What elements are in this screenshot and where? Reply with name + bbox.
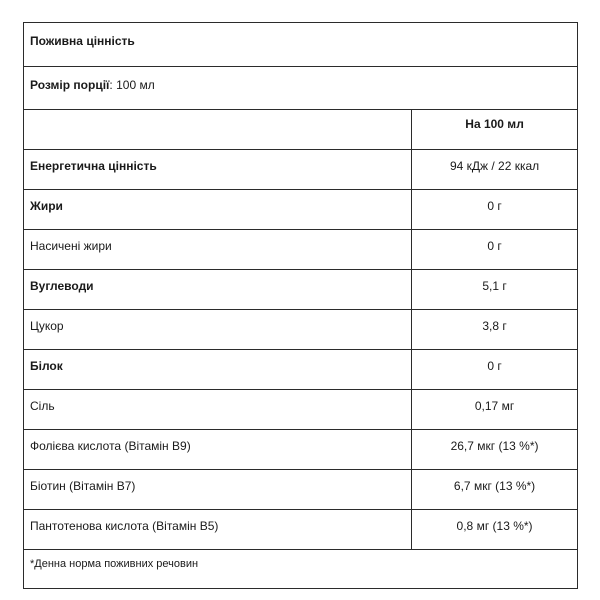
nutrient-value: 0 г (412, 230, 578, 270)
nutrition-facts-table (23, 22, 578, 589)
nutrient-value: 3,8 г (412, 310, 578, 350)
nutrient-rows (24, 150, 578, 550)
nutrient-value: 0 г (412, 350, 578, 390)
nutrient-value: 6,7 мкг (13 %*) (412, 470, 578, 510)
nutrient-row (24, 470, 578, 510)
serving-size-row (24, 67, 578, 110)
nutrient-value: 0,17 мг (412, 390, 578, 430)
header-empty-cell (24, 110, 412, 150)
nutrient-name: Жири (24, 190, 412, 230)
column-header-row (24, 110, 578, 150)
nutrient-value: 5,1 г (412, 270, 578, 310)
serving-size-label: Розмір порції (30, 78, 110, 92)
nutrient-name: Біотин (Вітамін В7) (24, 470, 412, 510)
nutrient-value: 0,8 мг (13 %*) (412, 510, 578, 550)
nutrient-name: Пантотенова кислота (Вітамін В5) (24, 510, 412, 550)
nutrient-row (24, 350, 578, 390)
nutrient-row (24, 310, 578, 350)
nutrient-row (24, 510, 578, 550)
serving-size-value: 100 мл (116, 78, 155, 92)
nutrient-name: Насичені жири (24, 230, 412, 270)
per-100ml-header: На 100 мл (412, 110, 578, 150)
nutrient-row (24, 230, 578, 270)
nutrient-value: 0 г (412, 190, 578, 230)
nutrient-name: Білок (24, 350, 412, 390)
nutrient-row (24, 430, 578, 470)
nutrient-name: Вуглеводи (24, 270, 412, 310)
serving-size-cell (24, 67, 578, 110)
nutrient-name: Енергетична цінність (24, 150, 412, 190)
nutrient-value: 26,7 мкг (13 %*) (412, 430, 578, 470)
nutrient-name: Сіль (24, 390, 412, 430)
footnote: *Денна норма поживних речовин (24, 550, 578, 589)
nutrient-row (24, 270, 578, 310)
nutrient-row (24, 390, 578, 430)
nutrient-row (24, 150, 578, 190)
nutrient-name: Цукор (24, 310, 412, 350)
nutrient-value: 94 кДж / 22 ккал (412, 150, 578, 190)
footnote-row (24, 550, 578, 589)
serving-size-separator: : (109, 78, 117, 92)
nutrient-row (24, 190, 578, 230)
nutrient-name: Фолієва кислота (Вітамін В9) (24, 430, 412, 470)
table-title: Поживна цінність (24, 23, 578, 67)
title-row (24, 23, 578, 67)
